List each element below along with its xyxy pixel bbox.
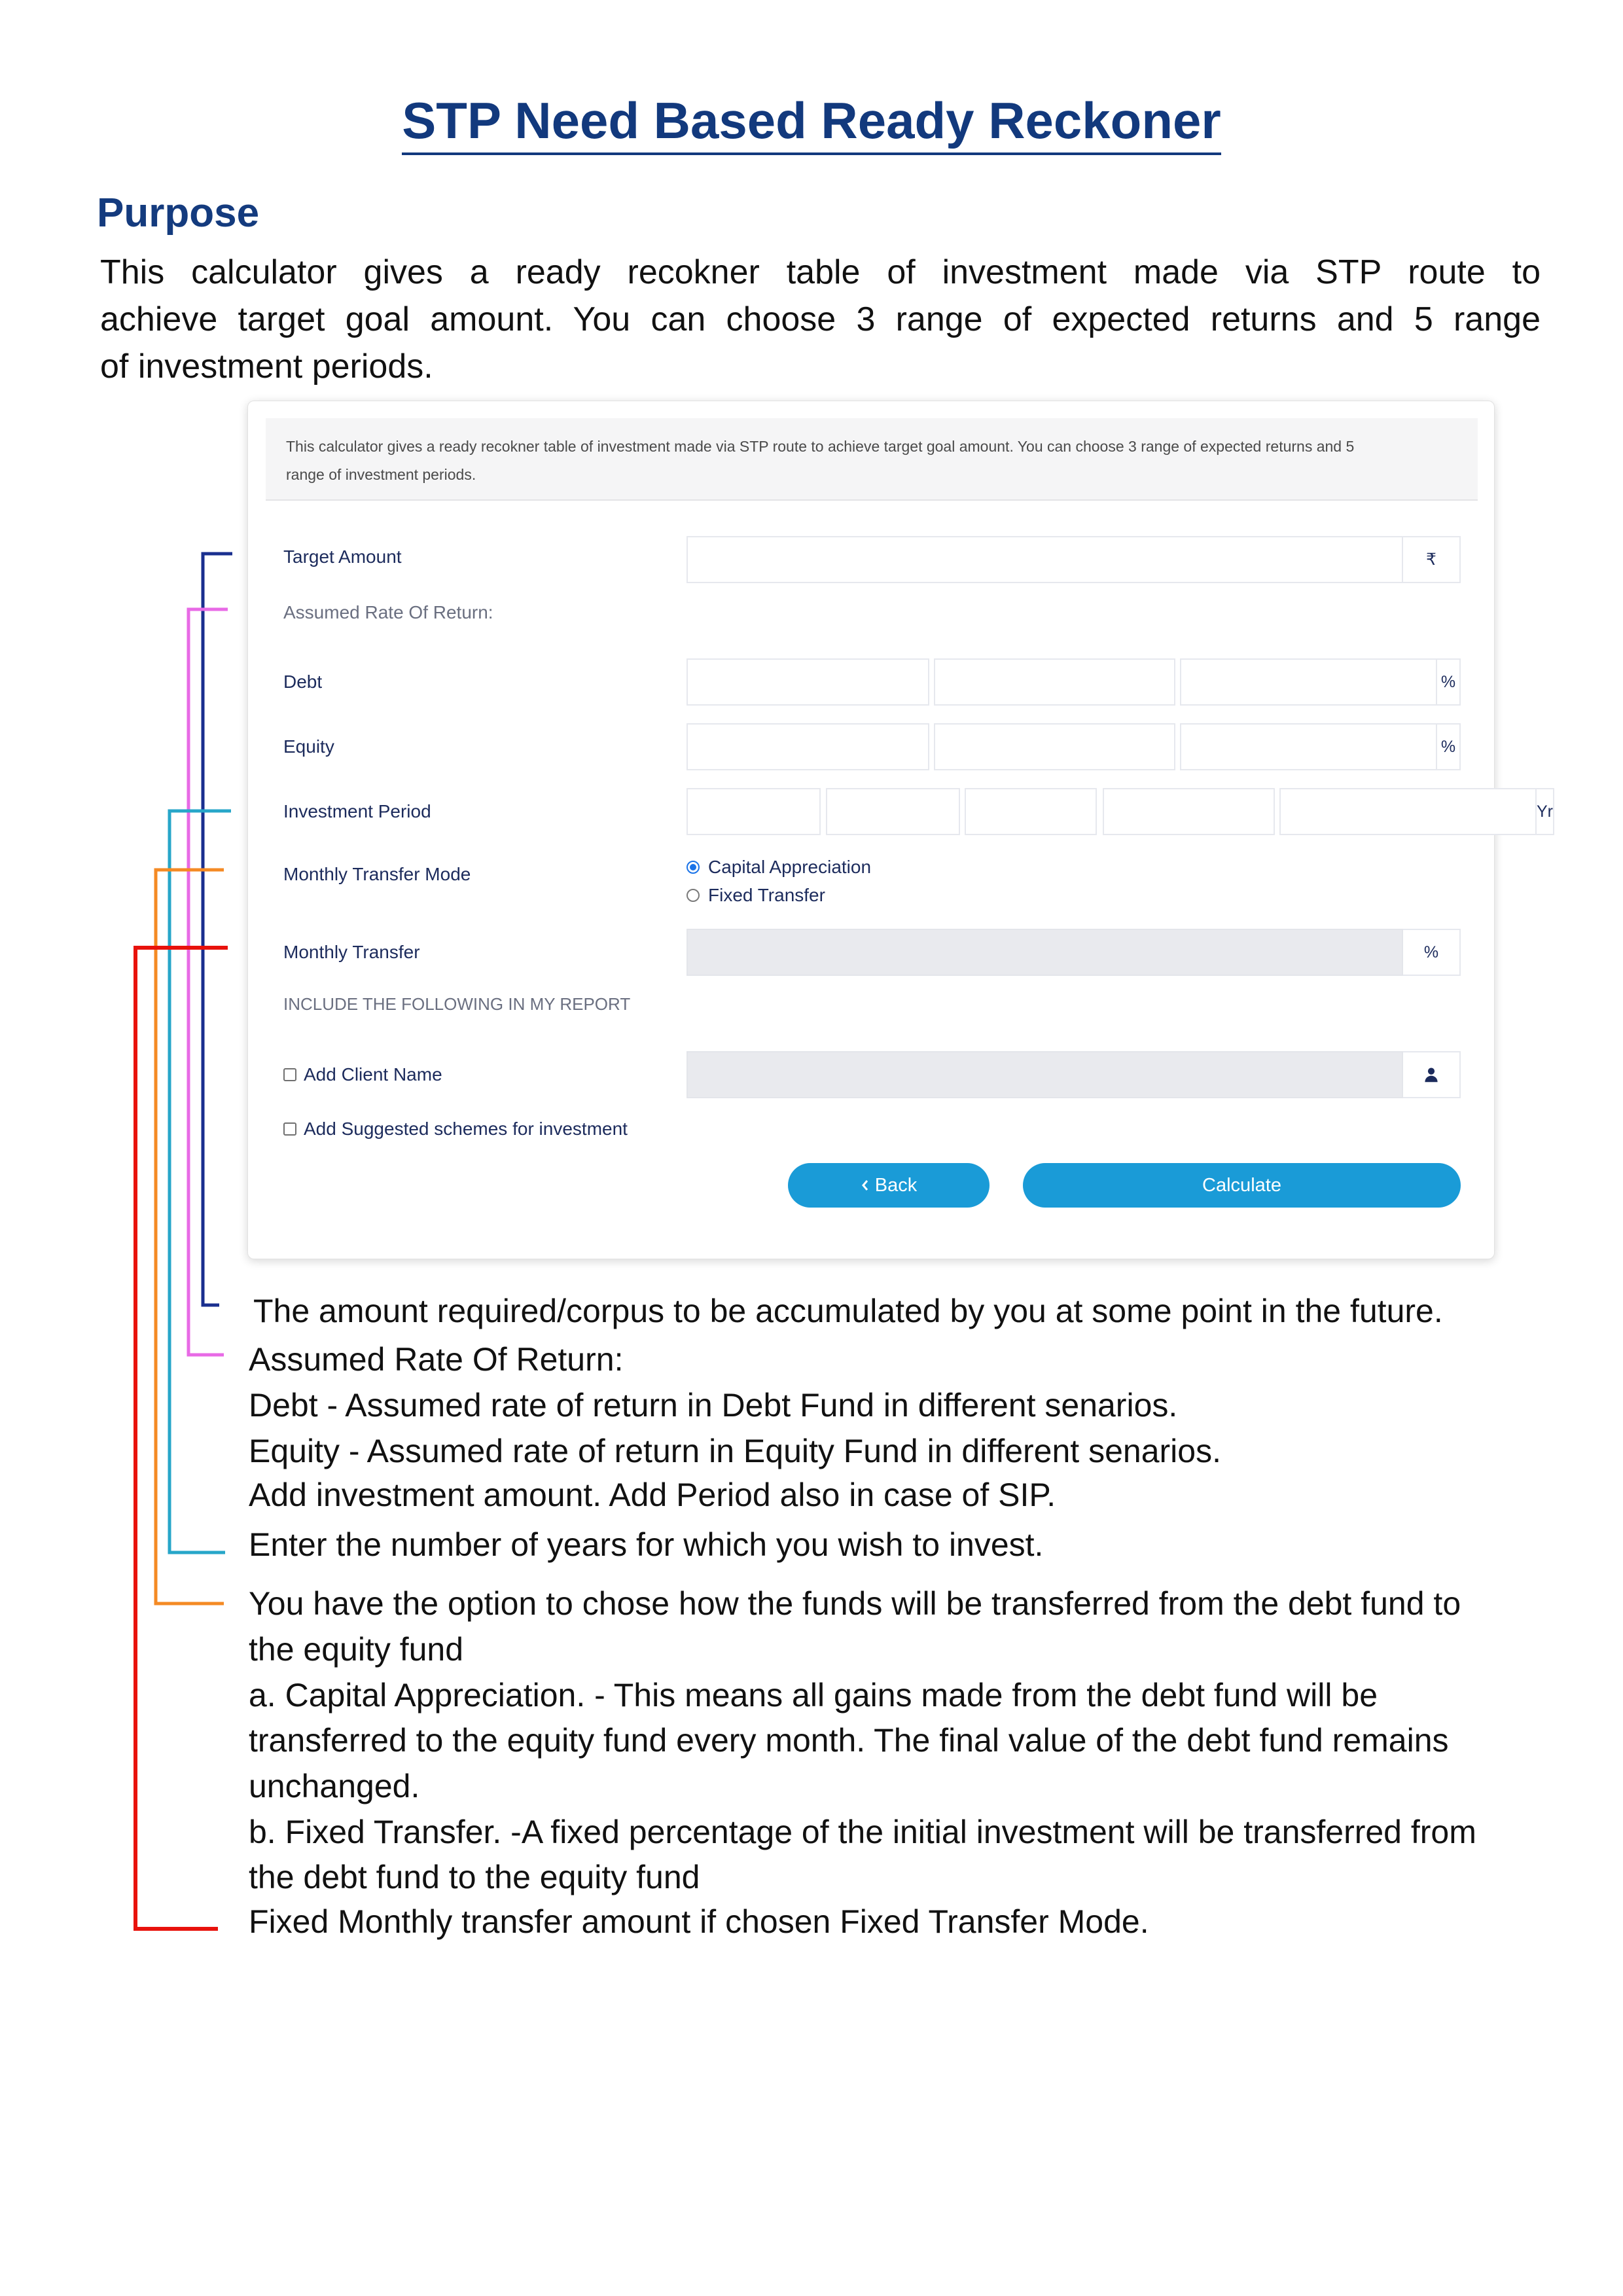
monthly-transfer-input[interactable] xyxy=(687,929,1403,976)
debt-rate-input-1[interactable] xyxy=(687,658,929,706)
annotation-investment-period: Enter the number of years for which you wish to invest. xyxy=(249,1526,1044,1563)
info-line: This calculator gives a ready recokner table of investment made via STP route to achieve target goal amount. You can choose 3 range of expected returns and 5 xyxy=(286,438,1355,455)
client-name-input[interactable] xyxy=(687,1051,1403,1098)
bracket-investment-period xyxy=(169,811,231,1552)
purpose-line: of investment periods. xyxy=(100,348,433,386)
bracket-rate-of-return xyxy=(188,609,228,1355)
target-amount-input[interactable] xyxy=(687,536,1403,583)
annotation-transfer-mode: the equity fund xyxy=(249,1631,464,1668)
user-icon xyxy=(1403,1051,1461,1098)
checkbox-label[interactable]: Add Suggested schemes for investment xyxy=(304,1119,628,1139)
checkbox-label[interactable]: Add Client Name xyxy=(304,1064,442,1085)
purpose-paragraph xyxy=(100,249,1541,390)
annotation-transfer-mode: transferred to the equity fund every month. The final value of the debt fund remains xyxy=(249,1722,1449,1759)
period-input-4[interactable] xyxy=(1103,788,1275,835)
purpose-heading: Purpose xyxy=(97,190,260,236)
add-client-name-checkbox[interactable] xyxy=(283,1062,442,1088)
calculate-button[interactable] xyxy=(1023,1163,1461,1208)
period-input-3[interactable] xyxy=(965,788,1097,835)
period-input-2[interactable] xyxy=(826,788,960,835)
bracket-transfer-mode xyxy=(156,870,224,1604)
equity-rate-input-3[interactable] xyxy=(1180,723,1437,770)
back-button[interactable] xyxy=(788,1163,990,1208)
debt-rate-input-2[interactable] xyxy=(934,658,1175,706)
period-input-5[interactable] xyxy=(1279,788,1537,835)
annotation-rate-of-return: Add investment amount. Add Period also in case of SIP. xyxy=(249,1477,1056,1513)
annotation-rate-of-return: Assumed Rate Of Return: xyxy=(249,1341,624,1378)
radio-button[interactable] xyxy=(687,861,700,874)
percent-addon: % xyxy=(1437,723,1461,770)
rate-of-return-heading: Assumed Rate Of Return: xyxy=(283,602,493,622)
percent-addon: % xyxy=(1403,929,1461,976)
investment-period-group xyxy=(687,788,1553,835)
equity-rate-input-2[interactable] xyxy=(934,723,1175,770)
page-title-wrap xyxy=(0,90,1623,155)
calculator-screenshot xyxy=(247,401,1553,1259)
percent-addon: % xyxy=(1437,658,1461,706)
monthly-transfer-group xyxy=(687,929,1461,976)
bracket-target-amount xyxy=(203,554,232,1305)
annotation-transfer-mode: unchanged. xyxy=(249,1768,420,1804)
radio-label[interactable]: Capital Appreciation xyxy=(708,857,872,877)
transfer-mode-label: Monthly Transfer Mode xyxy=(283,864,471,884)
back-button-label[interactable]: Back xyxy=(874,1174,918,1196)
annotation-transfer-mode: b. Fixed Transfer. -A fixed percentage of the initial investment will be transferred from xyxy=(249,1814,1476,1850)
annotation-transfer-mode: the debt fund to the equity fund xyxy=(249,1859,700,1895)
client-name-group xyxy=(687,1051,1461,1098)
equity-rate-input-1[interactable] xyxy=(687,723,929,770)
radio-button[interactable] xyxy=(687,889,700,902)
equity-label: Equity xyxy=(283,736,334,757)
period-input-1[interactable] xyxy=(687,788,821,835)
annotation-transfer-mode: You have the option to chose how the funds will be transferred from the debt fund to xyxy=(249,1585,1461,1622)
annotation-rate-of-return: Debt - Assumed rate of return in Debt Fund in different senarios. xyxy=(249,1387,1178,1424)
equity-group xyxy=(687,723,1461,770)
checkbox[interactable] xyxy=(283,1122,296,1136)
user-icon-glyph xyxy=(1423,1067,1439,1083)
target-amount-label: Target Amount xyxy=(283,547,402,567)
purpose-line: achieve target goal amount. You can choose 3 range of expected returns and 5 range xyxy=(100,300,1541,338)
investment-period-label: Investment Period xyxy=(283,801,431,821)
year-addon: Yr xyxy=(1537,788,1554,835)
target-amount-group xyxy=(687,536,1461,583)
debt-label: Debt xyxy=(283,672,323,692)
annotation-target-amount: The amount required/corpus to be accumulated by you at some point in the future. xyxy=(253,1293,1443,1329)
info-box xyxy=(266,418,1478,501)
add-schemes-checkbox[interactable] xyxy=(283,1116,628,1142)
annotation-monthly-transfer: Fixed Monthly transfer amount if chosen Fixed Transfer Mode. xyxy=(249,1903,1149,1940)
bracket-monthly-transfer xyxy=(135,948,228,1929)
radio-fixed-transfer[interactable] xyxy=(687,882,825,908)
annotation-transfer-mode: a. Capital Appreciation. - This means all gains made from the debt fund will be xyxy=(249,1677,1378,1713)
report-heading: INCLUDE THE FOLLOWING IN MY REPORT xyxy=(283,994,631,1014)
chevron-left-icon xyxy=(861,1179,870,1192)
page-title: STP Need Based Ready Reckoner xyxy=(402,90,1221,155)
calculate-button-label[interactable]: Calculate xyxy=(1202,1174,1281,1196)
purpose-line: This calculator gives a ready recokner table of investment made via STP route to xyxy=(100,253,1541,291)
debt-group xyxy=(687,658,1461,706)
rupee-addon: ₹ xyxy=(1403,536,1461,583)
annotation-rate-of-return: Equity - Assumed rate of return in Equity Fund in different senarios. xyxy=(249,1433,1221,1469)
debt-rate-input-3[interactable] xyxy=(1180,658,1437,706)
monthly-transfer-label: Monthly Transfer xyxy=(283,942,420,962)
radio-capital-appreciation[interactable] xyxy=(687,854,871,880)
checkbox[interactable] xyxy=(283,1068,296,1081)
info-line: range of investment periods. xyxy=(286,466,476,483)
radio-label[interactable]: Fixed Transfer xyxy=(708,885,825,905)
